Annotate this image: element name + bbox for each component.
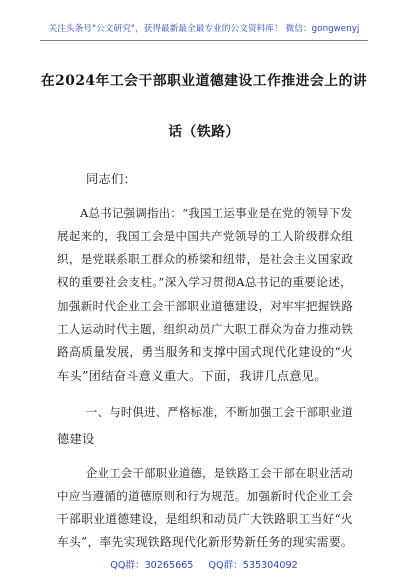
paragraph-1-line: 路高质量发展，勇当服务和支撑中国式现代化建设的“火 bbox=[57, 345, 353, 359]
paragraph-1-line: 织，是党联系职工群众的桥梁和纽带，是社会主义国家政 bbox=[57, 252, 354, 266]
document-title-line-1: 在2024年工会干部职业道德建设工作推进会上的讲 bbox=[40, 73, 368, 89]
page-header-note: 关注头条号"公文研究"，获得最新最全最专业的公文资料库！ 微信：gongwenyj bbox=[48, 24, 360, 34]
paragraph-2-line: 车头”，率先实现铁路现代化新形势新任务的现实需要。 bbox=[57, 535, 353, 549]
paragraph-2-line: 企业工会干部职业道德，是铁路工会干部在职业活动 bbox=[86, 467, 354, 480]
page-footer bbox=[0, 557, 408, 571]
paragraph-1-line: 加强新时代企业工会干部职业道德建设，对牢牢把握铁路 bbox=[57, 299, 354, 313]
paragraph-2-line: 干部职业道德建设，是组织和动员广大铁路职工当好“火 bbox=[57, 512, 353, 526]
paragraph-1-line: 车头”团结奋斗意义重大。下面，我讲几点意见。 bbox=[57, 369, 327, 383]
header-divider bbox=[40, 40, 368, 41]
footer-qq-group-2: QQ群：535304092 bbox=[208, 560, 298, 571]
paragraph-1-line: 权的重要社会支柱。”深入学习贯彻A总书记的重要论述， bbox=[57, 275, 353, 289]
section-heading-1-line: 德建设 bbox=[57, 432, 95, 446]
paragraph-1-line: 展起来的，我国工会是中国共产党领导的工人阶级群众组 bbox=[57, 229, 354, 243]
paragraph-2-line: 中应当遵循的道德原则和行为规范。加强新时代企业工会 bbox=[57, 489, 354, 503]
greeting: 同志们： bbox=[86, 172, 137, 186]
section-heading-1-line: 一、与时俱进、严格标准，不断加强工会干部职业道 bbox=[86, 406, 354, 419]
document-title-line-2: 话（铁路） bbox=[168, 124, 240, 140]
paragraph-1-line: A总书记强调指出：“我国工运事业是在党的领导下发 bbox=[80, 206, 353, 220]
paragraph-1-line: 工人运动时代主题，组织动员广大职工群众为奋力推动铁 bbox=[57, 322, 354, 336]
footer-qq-group-1: QQ群：30265665 bbox=[110, 560, 194, 571]
